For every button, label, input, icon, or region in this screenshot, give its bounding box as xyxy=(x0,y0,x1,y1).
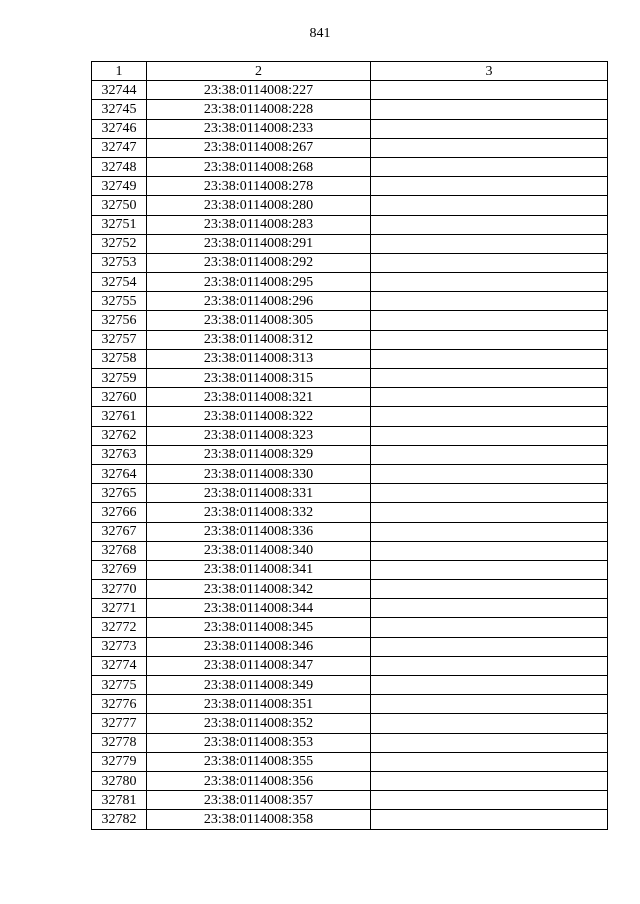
cadastral-number-cell: 23:38:0114008:352 xyxy=(147,714,371,733)
row-number-cell: 32777 xyxy=(92,714,147,733)
row-number-cell: 32776 xyxy=(92,695,147,714)
note-cell xyxy=(371,215,608,234)
cadastral-number-cell: 23:38:0114008:330 xyxy=(147,464,371,483)
cadastral-number-cell: 23:38:0114008:278 xyxy=(147,177,371,196)
table-row xyxy=(92,580,608,599)
cadastral-number-cell: 23:38:0114008:228 xyxy=(147,100,371,119)
row-number-cell: 32758 xyxy=(92,349,147,368)
note-cell xyxy=(371,157,608,176)
row-number-cell: 32759 xyxy=(92,369,147,388)
row-number-cell: 32771 xyxy=(92,599,147,618)
column-header-1: 1 xyxy=(92,62,147,81)
row-number-cell: 32750 xyxy=(92,196,147,215)
table-row xyxy=(92,196,608,215)
note-cell xyxy=(371,560,608,579)
table-row xyxy=(92,253,608,272)
note-cell xyxy=(371,541,608,560)
table-row xyxy=(92,234,608,253)
note-cell xyxy=(371,676,608,695)
note-cell xyxy=(371,771,608,790)
row-number-cell: 32781 xyxy=(92,791,147,810)
table-row xyxy=(92,292,608,311)
table-row xyxy=(92,369,608,388)
row-number-cell: 32756 xyxy=(92,311,147,330)
note-cell xyxy=(371,695,608,714)
note-cell xyxy=(371,196,608,215)
row-number-cell: 32767 xyxy=(92,522,147,541)
table-row xyxy=(92,388,608,407)
row-number-cell: 32748 xyxy=(92,157,147,176)
table-row xyxy=(92,733,608,752)
cadastral-number-cell: 23:38:0114008:349 xyxy=(147,676,371,695)
note-cell xyxy=(371,484,608,503)
cadastral-number-cell: 23:38:0114008:351 xyxy=(147,695,371,714)
cadastral-number-cell: 23:38:0114008:322 xyxy=(147,407,371,426)
row-number-cell: 32746 xyxy=(92,119,147,138)
table-row xyxy=(92,119,608,138)
table-row xyxy=(92,484,608,503)
table-row xyxy=(92,273,608,292)
cadastral-number-cell: 23:38:0114008:356 xyxy=(147,771,371,790)
note-cell xyxy=(371,100,608,119)
note-cell xyxy=(371,810,608,829)
note-cell xyxy=(371,426,608,445)
note-cell xyxy=(371,503,608,522)
table-row xyxy=(92,771,608,790)
cadastral-number-cell: 23:38:0114008:332 xyxy=(147,503,371,522)
row-number-cell: 32761 xyxy=(92,407,147,426)
cadastral-number-cell: 23:38:0114008:345 xyxy=(147,618,371,637)
cadastral-number-cell: 23:38:0114008:353 xyxy=(147,733,371,752)
row-number-cell: 32775 xyxy=(92,676,147,695)
table-row xyxy=(92,100,608,119)
table-row xyxy=(92,695,608,714)
table-row xyxy=(92,560,608,579)
cadastral-number-cell: 23:38:0114008:329 xyxy=(147,445,371,464)
note-cell xyxy=(371,791,608,810)
cadastral-number-cell: 23:38:0114008:268 xyxy=(147,157,371,176)
note-cell xyxy=(371,273,608,292)
note-cell xyxy=(371,119,608,138)
table-row xyxy=(92,676,608,695)
note-cell xyxy=(371,311,608,330)
row-number-cell: 32764 xyxy=(92,464,147,483)
note-cell xyxy=(371,253,608,272)
note-cell xyxy=(371,580,608,599)
cadastral-number-cell: 23:38:0114008:355 xyxy=(147,752,371,771)
cadastral-number-cell: 23:38:0114008:344 xyxy=(147,599,371,618)
row-number-cell: 32752 xyxy=(92,234,147,253)
cadastral-number-cell: 23:38:0114008:321 xyxy=(147,388,371,407)
note-cell xyxy=(371,599,608,618)
table-row xyxy=(92,637,608,656)
table-row xyxy=(92,503,608,522)
note-cell xyxy=(371,177,608,196)
table-row xyxy=(92,330,608,349)
page-number: 841 xyxy=(309,26,331,41)
table-header-row xyxy=(92,62,608,81)
cadastral-number-cell: 23:38:0114008:227 xyxy=(147,81,371,100)
column-header-2: 2 xyxy=(147,62,371,81)
table-row xyxy=(92,426,608,445)
table-row xyxy=(92,752,608,771)
table-row xyxy=(92,541,608,560)
cadastral-number-cell: 23:38:0114008:312 xyxy=(147,330,371,349)
cadastral-number-cell: 23:38:0114008:233 xyxy=(147,119,371,138)
note-cell xyxy=(371,138,608,157)
note-cell xyxy=(371,637,608,656)
row-number-cell: 32745 xyxy=(92,100,147,119)
cadastral-number-cell: 23:38:0114008:346 xyxy=(147,637,371,656)
note-cell xyxy=(371,330,608,349)
note-cell xyxy=(371,714,608,733)
table-row xyxy=(92,445,608,464)
note-cell xyxy=(371,733,608,752)
row-number-cell: 32744 xyxy=(92,81,147,100)
row-number-cell: 32768 xyxy=(92,541,147,560)
row-number-cell: 32769 xyxy=(92,560,147,579)
row-number-cell: 32751 xyxy=(92,215,147,234)
table-body xyxy=(92,81,608,829)
cadastral-number-cell: 23:38:0114008:315 xyxy=(147,369,371,388)
note-cell xyxy=(371,656,608,675)
table-row xyxy=(92,177,608,196)
row-number-cell: 32779 xyxy=(92,752,147,771)
cadastral-number-cell: 23:38:0114008:296 xyxy=(147,292,371,311)
note-cell xyxy=(371,369,608,388)
cadastral-number-cell: 23:38:0114008:331 xyxy=(147,484,371,503)
table-row xyxy=(92,618,608,637)
row-number-cell: 32778 xyxy=(92,733,147,752)
note-cell xyxy=(371,81,608,100)
table-row xyxy=(92,810,608,829)
cadastral-number-cell: 23:38:0114008:280 xyxy=(147,196,371,215)
table-row xyxy=(92,522,608,541)
cadastral-number-cell: 23:38:0114008:357 xyxy=(147,791,371,810)
cadastral-number-cell: 23:38:0114008:267 xyxy=(147,138,371,157)
note-cell xyxy=(371,522,608,541)
row-number-cell: 32753 xyxy=(92,253,147,272)
cadastral-number-cell: 23:38:0114008:283 xyxy=(147,215,371,234)
cadastral-number-cell: 23:38:0114008:336 xyxy=(147,522,371,541)
table-row xyxy=(92,407,608,426)
row-number-cell: 32755 xyxy=(92,292,147,311)
cadastral-number-cell: 23:38:0114008:358 xyxy=(147,810,371,829)
note-cell xyxy=(371,349,608,368)
cadastral-number-cell: 23:38:0114008:340 xyxy=(147,541,371,560)
row-number-cell: 32765 xyxy=(92,484,147,503)
row-number-cell: 32766 xyxy=(92,503,147,522)
note-cell xyxy=(371,407,608,426)
cadastral-number-cell: 23:38:0114008:313 xyxy=(147,349,371,368)
cadastral-number-cell: 23:38:0114008:295 xyxy=(147,273,371,292)
cadastral-number-cell: 23:38:0114008:341 xyxy=(147,560,371,579)
table-row xyxy=(92,464,608,483)
table-row xyxy=(92,714,608,733)
column-header-3: 3 xyxy=(371,62,608,81)
table-row xyxy=(92,311,608,330)
row-number-cell: 32773 xyxy=(92,637,147,656)
table-row xyxy=(92,656,608,675)
note-cell xyxy=(371,292,608,311)
row-number-cell: 32780 xyxy=(92,771,147,790)
row-number-cell: 32762 xyxy=(92,426,147,445)
row-number-cell: 32782 xyxy=(92,810,147,829)
table-row xyxy=(92,157,608,176)
note-cell xyxy=(371,234,608,253)
cadastral-number-cell: 23:38:0114008:347 xyxy=(147,656,371,675)
note-cell xyxy=(371,618,608,637)
row-number-cell: 32747 xyxy=(92,138,147,157)
table-row xyxy=(92,215,608,234)
cadastral-number-cell: 23:38:0114008:291 xyxy=(147,234,371,253)
row-number-cell: 32774 xyxy=(92,656,147,675)
registry-table xyxy=(91,61,608,830)
cadastral-number-cell: 23:38:0114008:305 xyxy=(147,311,371,330)
table-row xyxy=(92,599,608,618)
row-number-cell: 32754 xyxy=(92,273,147,292)
row-number-cell: 32749 xyxy=(92,177,147,196)
note-cell xyxy=(371,464,608,483)
row-number-cell: 32770 xyxy=(92,580,147,599)
cadastral-number-cell: 23:38:0114008:323 xyxy=(147,426,371,445)
table-row xyxy=(92,138,608,157)
table-row xyxy=(92,81,608,100)
row-number-cell: 32757 xyxy=(92,330,147,349)
row-number-cell: 32772 xyxy=(92,618,147,637)
row-number-cell: 32763 xyxy=(92,445,147,464)
note-cell xyxy=(371,445,608,464)
row-number-cell: 32760 xyxy=(92,388,147,407)
note-cell xyxy=(371,388,608,407)
cadastral-number-cell: 23:38:0114008:342 xyxy=(147,580,371,599)
table-row xyxy=(92,349,608,368)
cadastral-number-cell: 23:38:0114008:292 xyxy=(147,253,371,272)
table-row xyxy=(92,791,608,810)
note-cell xyxy=(371,752,608,771)
